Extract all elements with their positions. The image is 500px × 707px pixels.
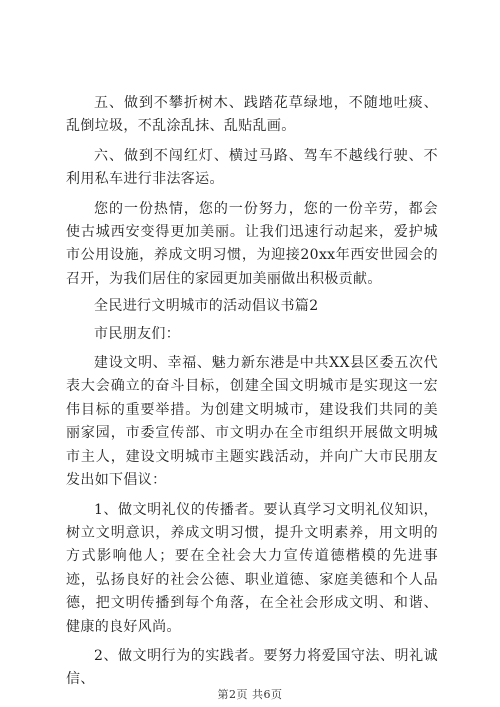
section-heading: 全民进行文明城市的活动倡议书篇2 [94, 298, 319, 315]
salutation: 市民朋友们： [94, 325, 181, 342]
document-body [66, 92, 438, 692]
paragraph-item-5: 五、做到不攀折树木、践踏花草绿地，不随地吐痰、乱倒垃圾，不乱涂乱抹、乱贴乱画。 [66, 95, 438, 135]
paragraph-point-1: 1、做文明礼仪的传播者。要认真学习文明礼仪知识，树立文明意识，养成文明习惯，提升文明素养，用文明的方式影响他人；要在全社会大力宣传道德楷模的先进事迹，弘扬良好的社会公德、职业道德、家庭美德和个人品德，把文明传播到每个角落，在全社会形成文明、和谐、健康的良好风尚。 [66, 501, 438, 635]
paragraph-point-2: 2、做文明行为的实践者。要努力将爱国守法、明礼诚信、 [66, 647, 438, 688]
paragraph-item-6: 六、做到不闯红灯、横过马路、驾车不越线行驶、不利用私车进行非法客运。 [66, 147, 438, 188]
paragraph-closing: 您的一份热情，您的一份努力，您的一份辛劳，都会使古城西安变得更加美丽。让我们迅速行动起来，爱护城市公用设施，养成文明习惯，为迎接20xx年西安世园会的召开，为我们居住的家园更加美丽做出积极贡献。 [66, 200, 438, 287]
paragraph-intro: 建设文明、幸福、魅力新东港是中共XX县区委五次代表大会确立的奋斗目标，创建全国文明城市是实现这一宏伟目标的重要举措。为创建文明城市，建设我们共同的美丽家园，市委宣传部、市文明办在全市组织开展做文明城市主人，建设文明城市主题实践活动，并向广大市民朋友发出如下倡议： [66, 355, 438, 489]
page-number: 第2页 共6页 [217, 688, 283, 701]
